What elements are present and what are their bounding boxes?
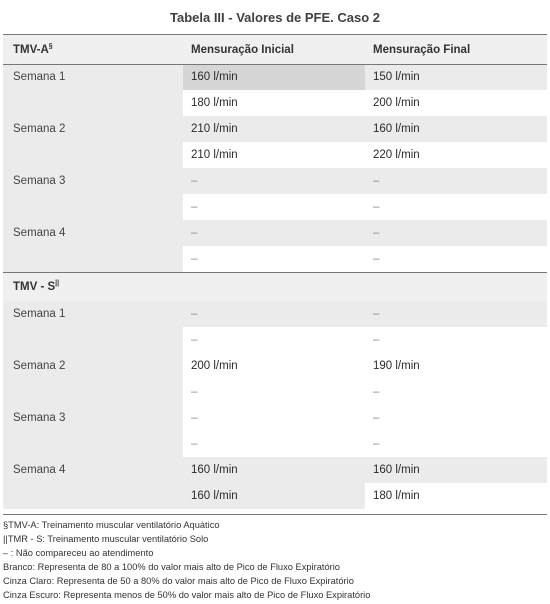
final-cell: – xyxy=(365,301,547,327)
week-label xyxy=(3,431,183,457)
week-label: Semana 4 xyxy=(3,457,183,483)
final-cell: 160 l/min xyxy=(365,116,547,142)
section-header-row xyxy=(3,272,547,301)
week-label: Semana 3 xyxy=(3,405,183,431)
table-row xyxy=(3,483,547,509)
final-cell: – xyxy=(365,168,547,194)
section-rule xyxy=(3,272,547,273)
initial-cell: 160 l/min xyxy=(183,457,365,483)
final-cell: – xyxy=(365,246,547,272)
final-cell: – xyxy=(365,220,547,246)
bottom-rule xyxy=(3,514,547,515)
final-cell: 220 l/min xyxy=(365,142,547,168)
section-header-blank xyxy=(365,272,547,301)
footnotes xyxy=(3,519,547,602)
final-header: Mensuração Final xyxy=(365,35,547,64)
final-cell: – xyxy=(365,379,547,405)
week-label: Semana 4 xyxy=(3,220,183,246)
initial-cell: 160 l/min xyxy=(183,483,365,509)
week-label xyxy=(3,246,183,272)
final-cell: – xyxy=(365,327,547,353)
table-row xyxy=(3,64,547,90)
final-cell: 150 l/min xyxy=(365,64,547,90)
final-cell: 200 l/min xyxy=(365,90,547,116)
initial-cell: – xyxy=(183,246,365,272)
initial-cell: 180 l/min xyxy=(183,90,365,116)
table-row xyxy=(3,457,547,483)
week-label: Semana 1 xyxy=(3,301,183,327)
group-header: TMV-A§ xyxy=(3,35,183,64)
table-row xyxy=(3,142,547,168)
table-row xyxy=(3,168,547,194)
week-label: Semana 2 xyxy=(3,353,183,379)
initial-cell: – xyxy=(183,327,365,353)
week-label: Semana 2 xyxy=(3,116,183,142)
table-row xyxy=(3,90,547,116)
week-label: Semana 1 xyxy=(3,64,183,90)
section-header-blank xyxy=(183,272,365,301)
final-cell: 180 l/min xyxy=(365,483,547,509)
table-row xyxy=(3,431,547,457)
final-cell: 190 l/min xyxy=(365,353,547,379)
table-row xyxy=(3,220,547,246)
table-row xyxy=(3,353,547,379)
footnote-dark-gray: Cinza Escuro: Representa menos de 50% do valor mais alto de Pico de Fluxo Expiratório xyxy=(3,589,371,600)
final-cell: 160 l/min xyxy=(365,457,547,483)
initial-cell: – xyxy=(183,431,365,457)
table-row xyxy=(3,246,547,272)
table-row xyxy=(3,194,547,220)
week-label xyxy=(3,142,183,168)
initial-cell: 210 l/min xyxy=(183,142,365,168)
final-cell: – xyxy=(365,405,547,431)
table-row xyxy=(3,116,547,142)
initial-cell: – xyxy=(183,405,365,431)
final-cell: – xyxy=(365,431,547,457)
final-cell: – xyxy=(365,194,547,220)
initial-cell: – xyxy=(183,379,365,405)
week-label xyxy=(3,327,183,353)
initial-cell: – xyxy=(183,168,365,194)
week-label xyxy=(3,379,183,405)
week-label xyxy=(3,483,183,509)
initial-cell: – xyxy=(183,301,365,327)
section-header: TMV - S|| xyxy=(3,272,183,301)
week-label: Semana 3 xyxy=(3,168,183,194)
header-rule xyxy=(3,64,547,65)
initial-cell: – xyxy=(183,220,365,246)
footnote-light-gray: Cinza Claro: Representa de 50 a 80% do valor mais alto de Pico de Fluxo Expiratório xyxy=(3,575,354,586)
footnote-dash: – : Não compareceu ao atendimento xyxy=(3,547,154,558)
footnote-aquatic: §TMV-A: Treinamento muscular ventilatório Aquático xyxy=(3,520,220,530)
initial-cell: 200 l/min xyxy=(183,353,365,379)
footnote-white: Branco: Representa de 80 a 100% do valor mais alto de Pico de Fluxo Expiratório xyxy=(3,561,340,572)
week-label xyxy=(3,90,183,116)
table-row xyxy=(3,327,547,353)
header-row xyxy=(3,35,547,64)
table-row xyxy=(3,405,547,431)
initial-cell: 160 l/min xyxy=(183,64,365,90)
footnote-solo: ||TMR - S: Treinamento muscular ventilatório Solo xyxy=(3,533,209,544)
week-label xyxy=(3,194,183,220)
initial-header: Mensuração Inicial xyxy=(183,35,365,64)
table-title: Tabela III - Valores de PFE. Caso 2 xyxy=(169,9,380,25)
initial-cell: – xyxy=(183,194,365,220)
table-row xyxy=(3,301,547,327)
table-row xyxy=(3,379,547,405)
initial-cell: 210 l/min xyxy=(183,116,365,142)
